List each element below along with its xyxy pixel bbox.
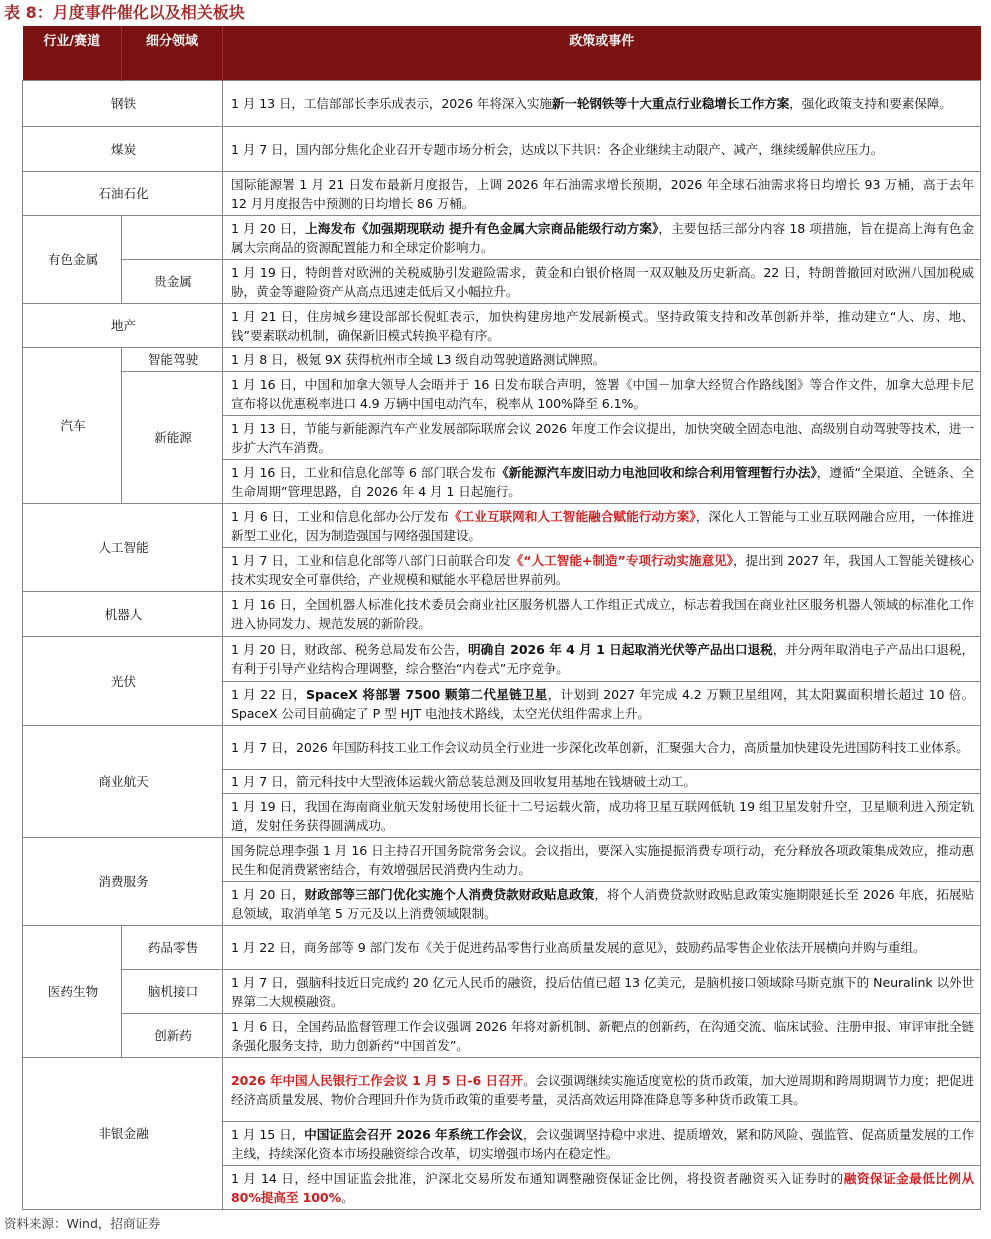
table-row <box>23 1014 981 1058</box>
event-text: ，提出到 2027 年，我国人工智能关键核心技术实现安全可靠供给，产业规模和赋能水平稳居世界前列。 <box>231 552 974 587</box>
event-text: 1 月 6 日，工业和信息化部办公厅发布 <box>231 508 449 524</box>
event-cell: 1 月 7 日，国内部分焦化企业召开专题市场分析会，达成以下共识：各企业继续主动限产、减产，继续缓解供应压力。 <box>223 127 981 172</box>
sub-cell: 贵金属 <box>122 260 223 304</box>
table-row <box>23 348 981 372</box>
event-text: ，会议强调坚持稳中求进、提质增效，紧和防风险、强监管、促高质量发展的工作主线，持续深化资本市场投融资综合改革，切实增强市场内在稳定性。 <box>231 1126 974 1161</box>
event-text: 。会议强调继续实施适度宽松的货币政策，加大逆周期和跨周期调节力度；把促进经济高质量发展、物价合理回升作为货币政策的重要考量，灵活高效运用降准降息等多种货币政策工具。 <box>231 1072 975 1107</box>
event-highlight: 新一轮钢铁等十大重点行业稳增长工作方案 <box>551 96 790 111</box>
industry-cell: 地产 <box>23 304 223 348</box>
event-cell: 1 月 16 日，中国和加拿大领导人会晤并于 16 日发布联合声明，签署《中国－加拿大经贸合作路线图》等合作文件，加拿大总理卡尼宣布将以优惠税率进口 4.9 万辆中国电动汽车，税率从 100%降至 6.1%。 <box>223 372 981 416</box>
event-text: 。 <box>341 1189 354 1205</box>
event-cell: 1 月 13 日，节能与新能源汽车产业发展部际联席会议 2026 年度工作会议提出，加快突破全固态电池、高级别自动驾驶等技术，进一步扩大汽车消费。 <box>223 416 981 460</box>
event-highlight-red: 《“人工智能+制造”专项行动实施意见》 <box>510 552 733 568</box>
industry-cell: 消费服务 <box>23 838 223 926</box>
event-highlight: 《新能源汽车废旧动力电池回收和综合利用管理暂行办法》 <box>496 464 817 480</box>
event-text: 1 月 20 日， <box>231 886 305 902</box>
table-row <box>23 970 981 1014</box>
table-row <box>23 172 981 216</box>
table-row <box>23 504 981 548</box>
event-cell: 1 月 7 日，2026 年国防科技工业工作会议动员全行业进一步深化改革创新，汇聚强大合力，高质量加快建设先进国防科技工业体系。 <box>223 726 981 770</box>
event-highlight: 上海发布《加强期现联动 提升有色金属大宗商品能级行动方案》 <box>305 220 659 236</box>
event-text: 1 月 13 日，工信部部长李乐成表示，2026 年将深入实施 <box>231 96 552 111</box>
event-cell <box>223 1122 981 1166</box>
industry-cell: 石油石化 <box>23 172 223 216</box>
event-cell <box>223 548 981 592</box>
event-cell <box>223 216 981 260</box>
sub-cell: 创新药 <box>122 1014 223 1058</box>
event-highlight: 中国证监会召开 2026 年系统工作会议 <box>304 1126 523 1142</box>
event-cell <box>223 504 981 548</box>
table-row <box>23 838 981 882</box>
event-cell: 1 月 22 日，商务部等 9 部门发布《关于促进药品零售行业高质量发展的意见》，鼓励药品零售企业依法开展横向并购与重组。 <box>223 926 981 970</box>
event-cell: 1 月 7 日，强脑科技近日完成约 20 亿元人民币的融资，投后估值已超 13 亿美元，是脑机接口领域除马斯克旗下的 Neuralink 以外世界第二大规模融资。 <box>223 970 981 1014</box>
event-text: ，深化人工智能与工业互联网融合应用，一体推进新型工业化，因为制造强国与网络强国建设。 <box>231 508 974 543</box>
event-highlight-red: 2026 年中国人民银行工作会议 1 月 5 日-6 日召开 <box>231 1072 524 1088</box>
event-cell: 1 月 6 日，全国药品监督管理工作会议强调 2026 年将对新机制、新靶点的创新药，在沟通交流、临床试验、注册申报、审评审批全链条强化服务支持，助力创新药“中国首发”。 <box>223 1014 981 1058</box>
sub-cell: 脑机接口 <box>122 970 223 1014</box>
event-text: ，计划到 2027 年完成 4.2 万颗卫星组网，其太阳翼面积增长超过 10 倍。SpaceX 公司目前确定了 P 型 HJT 电池技术路线，太空光伏组件需求上升。 <box>231 686 974 721</box>
event-cell: 1 月 19 日，我国在海南商业航天发射场使用长征十二号运载火箭，成功将卫星互联网低轨 19 组卫星发射升空，卫星顺利进入预定轨道，发射任务获得圆满成功。 <box>223 794 981 838</box>
industry-cell: 汽车 <box>23 348 122 504</box>
industry-cell: 钢铁 <box>23 81 223 127</box>
event-cell <box>223 460 981 504</box>
table-row <box>23 260 981 304</box>
event-text: 1 月 16 日，工业和信息化部等 6 部门联合发布 <box>231 464 497 480</box>
event-text: 1 月 15 日， <box>231 1126 305 1142</box>
table-row <box>23 216 981 260</box>
table-row <box>23 726 981 770</box>
table-row <box>23 637 981 682</box>
events-table <box>22 26 981 1210</box>
event-highlight: 明确自 2026 年 4 月 1 日起取消光伏等产品出口退税 <box>468 642 773 657</box>
event-text: 1 月 7 日，工业和信息化部等八部门日前联合印发 <box>231 552 511 568</box>
sub-cell <box>122 216 223 260</box>
industry-cell: 机器人 <box>23 592 223 637</box>
industry-cell: 商业航天 <box>23 726 223 838</box>
header-industry: 行业/赛道 <box>23 26 122 81</box>
event-cell: 国际能源署 1 月 21 日发布最新月度报告，上调 2026 年石油需求增长预期，2026 年全球石油需求将日均增长 93 万桶，高于去年 12 月月度报告中预测的日均增长 86 万桶。 <box>223 172 981 216</box>
event-text: 1 月 14 日，经中国证监会批准，沪深北交易所发布通知调整融资保证金比例，将投资者融资买入证券时的 <box>231 1170 844 1186</box>
event-cell: 1 月 19 日，特朗普对欧洲的关税威胁引发避险需求，黄金和白银价格周一双双触及历史新高。22 日，特朗普撤回对欧洲八国加税威胁，黄金等避险资产从高点迅速走低后又小幅拉升。 <box>223 260 981 304</box>
table-row <box>23 592 981 637</box>
event-text: ，强化政策支持和要素保障。 <box>789 96 952 111</box>
industry-cell: 非银金融 <box>23 1058 223 1210</box>
event-cell: 1 月 21 日，住房城乡建设部部长倪虹表示，加快构建房地产发展新模式。坚持政策支持和改革创新并举，推动建立“人、房、地、钱”要素联动机制，确保新旧模式转换平稳有序。 <box>223 304 981 348</box>
table-row <box>23 304 981 348</box>
industry-cell: 煤炭 <box>23 127 223 172</box>
event-cell: 国务院总理李强 1 月 16 日主持召开国务院常务会议。会议指出，要深入实施提振消费专项行动，充分释放各项政策集成效应，推动惠民生和促消费紧密结合，有效增强居民消费内生动力。 <box>223 838 981 882</box>
event-text: ，并分两年取消电子产品出口退税，有利于引导产业结构合理调整，综合整治“内卷式”无序竞争。 <box>231 642 974 676</box>
industry-cell: 人工智能 <box>23 504 223 592</box>
event-highlight-red: 《工业互联网和人工智能融合赋能行动方案》 <box>448 508 696 524</box>
event-cell <box>223 81 981 127</box>
event-cell <box>223 637 981 682</box>
table-row <box>23 372 981 416</box>
event-text: 1 月 22 日， <box>231 686 307 702</box>
table-row <box>23 926 981 970</box>
event-cell <box>223 1166 981 1210</box>
table-row <box>23 81 981 127</box>
industry-cell: 有色金属 <box>23 216 122 304</box>
event-text: 1 月 20 日，财政部、税务总局发布公告， <box>231 642 469 657</box>
sub-cell: 药品零售 <box>122 926 223 970</box>
event-cell <box>223 682 981 726</box>
event-text: ，遵循“全渠道、全链条、全生命周期”管理思路，自 2026 年 4 月 1 日起施行。 <box>231 464 975 499</box>
sub-cell: 新能源 <box>122 372 223 504</box>
event-text: 1 月 20 日， <box>231 220 306 236</box>
sub-cell: 智能驾驶 <box>122 348 223 372</box>
event-cell <box>223 882 981 926</box>
event-cell: 1 月 7 日，箭元科技中大型液体运载火箭总装总测及回收复用基地在钱塘破土动工。 <box>223 770 981 794</box>
event-highlight: SpaceX 将部署 7500 颗第二代星链卫星 <box>306 686 548 702</box>
table-row <box>23 1058 981 1122</box>
event-highlight-red: 融资保证金最低比例从 80%提高至 100% <box>231 1170 974 1205</box>
event-text: ，主要包括三部分内容 18 项措施，旨在提高上海有色金属大宗商品的资源配置能力和全球定价影响力。 <box>231 220 974 255</box>
event-highlight: 财政部等三部门优化实施个人消费贷款财政贴息政策 <box>304 886 595 902</box>
header-sub: 细分领域 <box>122 26 223 81</box>
table-header-row <box>23 26 981 81</box>
event-text: ，将个人消费贷款财政贴息政策实施期限延长至 2026 年底，拓展贴息领域，取消单笔 5 万元及以上消费领域限制。 <box>231 886 975 921</box>
table-row <box>23 127 981 172</box>
event-cell: 1 月 8 日，极氪 9X 获得杭州市全域 L3 级自动驾驶道路测试牌照。 <box>223 348 981 372</box>
industry-cell: 医药生物 <box>23 926 122 1058</box>
table-title: 表 8：月度事件催化以及相关板块 <box>4 3 245 22</box>
header-event: 政策或事件 <box>223 26 981 81</box>
event-cell <box>223 1058 981 1122</box>
source-note: 资料来源：Wind，招商证券 <box>4 1216 161 1231</box>
event-cell: 1 月 16 日，全国机器人标准化技术委员会商业社区服务机器人工作组正式成立，标志着我国在商业社区服务机器人领域的标准化工作进入协同发力、规范发展的新阶段。 <box>223 592 981 637</box>
industry-cell: 光伏 <box>23 637 223 726</box>
